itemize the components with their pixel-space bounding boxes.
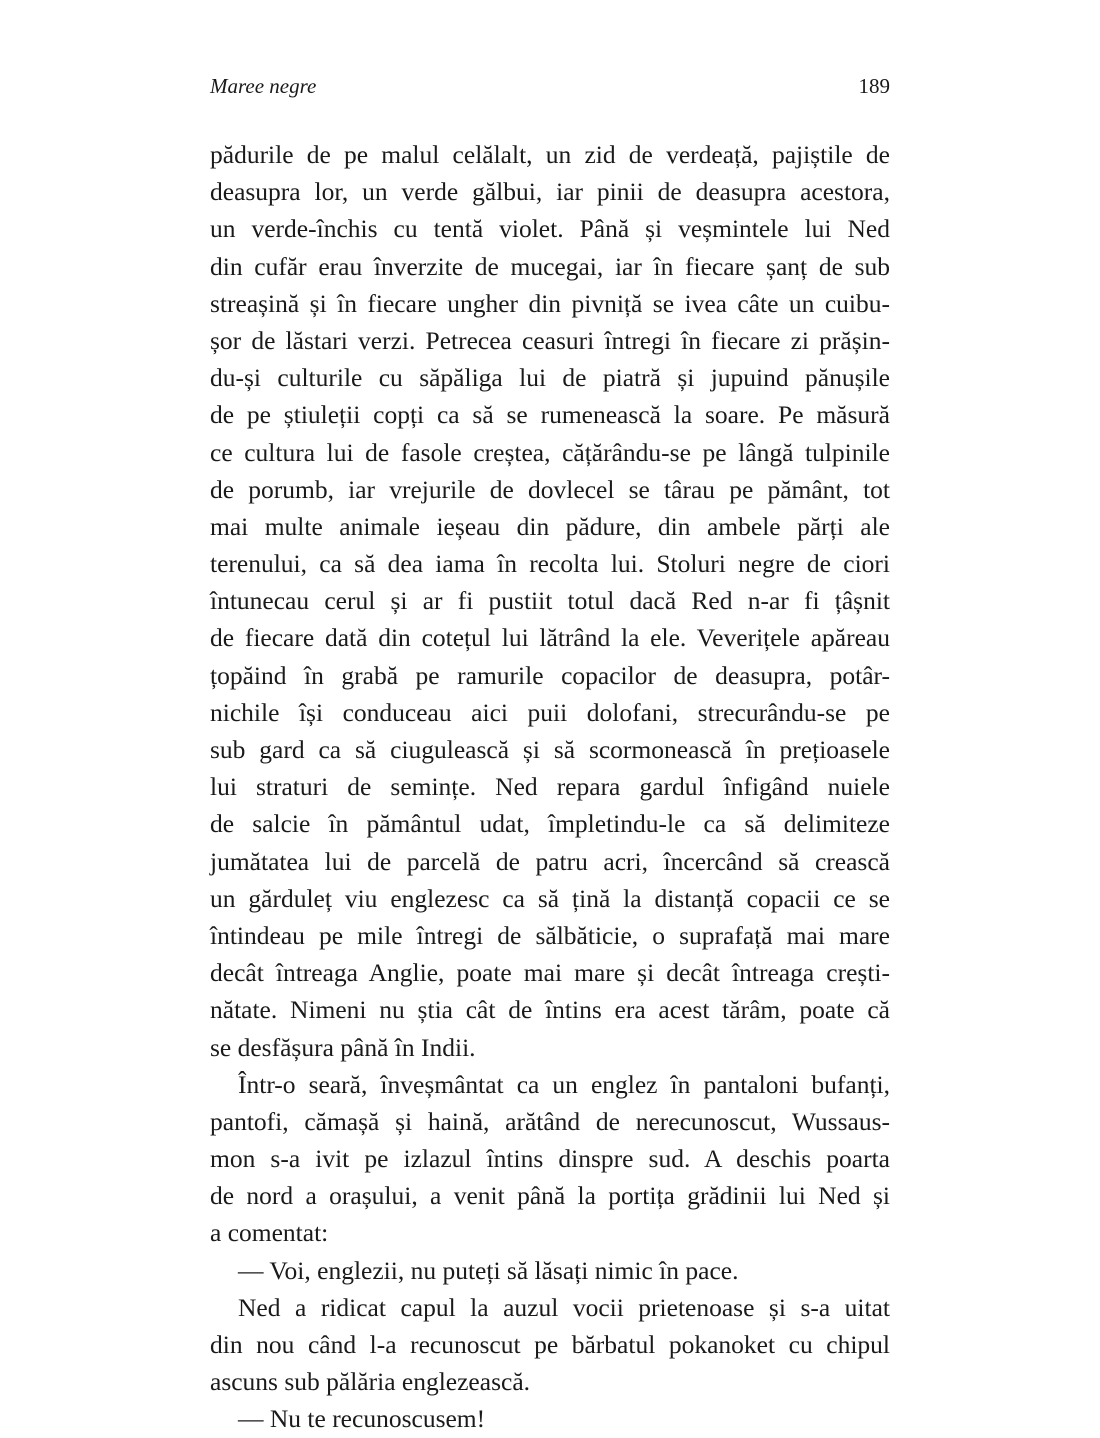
text-line: mai multe animale ieșeau din pădure, din ambele părți ale xyxy=(210,511,890,541)
text-line: du-și culturile cu săpăliga lui de piatră și jupuind pănușile xyxy=(210,363,890,393)
text-line: nichile își conduceau aici puii dolofani, strecurându-se pe xyxy=(210,697,890,727)
running-title: Maree negre xyxy=(210,74,317,98)
text-line: — Nu te recunoscusem! xyxy=(238,1404,486,1434)
text-line: întunecau cerul și ar fi pustiit totul dacă Red n-ar fi țâșnit xyxy=(210,586,890,616)
text-line: terenului, ca să dea iama în recolta lui. Stoluri negre de ciori xyxy=(210,549,890,579)
text-line: a comentat: xyxy=(210,1218,329,1248)
text-line: streașină și în fiecare ungher din pivniță se ivea câte un cuibu- xyxy=(210,288,890,318)
text-line: țopăind în grabă pe ramurile copacilor de deasupra, potâr- xyxy=(210,660,890,690)
text-line: — Voi, englezii, nu puteți să lăsați nimic în pace. xyxy=(238,1255,739,1285)
text-line: un gărduleț viu englezesc ca să țină la distanță copacii ce se xyxy=(210,883,890,913)
text-line: deasupra lor, un verde gălbui, iar pinii de deasupra acestora, xyxy=(210,177,890,207)
text-line: nătate. Nimeni nu știa cât de întins era acest tărâm, poate că xyxy=(210,995,890,1025)
text-line: un verde-închis cu tentă violet. Până și veșmintele lui Ned xyxy=(210,214,890,244)
text-line: lui straturi de semințe. Ned repara gardul înfigând nuiele xyxy=(210,772,890,802)
text-line: jumătatea lui de parcelă de patru acri, încercând să crească xyxy=(210,846,890,876)
text-line: sub gard ca să ciugulească și să scormonească în prețioasele xyxy=(210,735,890,764)
text-line: pădurile de pe malul celălalt, un zid de verdeață, pajiștile de xyxy=(210,140,890,169)
text-line: de fiecare dată din cotețul lui lătrând la ele. Veverițele apăreau xyxy=(210,623,890,653)
text-line: pantofi, cămașă și haină, arătând de nerecunoscut, Wussaus- xyxy=(210,1106,890,1136)
text-line: ce cultura lui de fasole creștea, cățărându-se pe lângă tulpinile xyxy=(210,437,890,467)
text-line: de nord a orașului, a venit până la portița grădinii lui Ned și xyxy=(210,1181,890,1211)
page-header xyxy=(210,74,890,104)
text-line: din nou când l-a recunoscut pe bărbatul pokanoket cu chipul xyxy=(210,1330,890,1359)
text-line: mon s-a ivit pe izlazul întins dinspre sud. A deschis poarta xyxy=(210,1144,890,1174)
text-line: de porumb, iar vrejurile de dovlecel se târau pe pământ, tot xyxy=(210,474,890,504)
text-line: Într-o seară, înveșmântat ca un englez în pantaloni bufanți, xyxy=(238,1069,890,1099)
text-line: din cufăr erau înverzite de mucegai, iar în fiecare șanț de sub xyxy=(210,251,890,281)
text-line: decât întreaga Anglie, poate mai mare și decât întreaga crești- xyxy=(210,958,890,988)
text-line: se desfășura până în Indii. xyxy=(210,1032,476,1062)
text-line: ascuns sub pălăria englezească. xyxy=(210,1367,531,1397)
page-number: 189 xyxy=(858,74,890,98)
text-line: Ned a ridicat capul la auzul vocii prietenoase și s-a uitat xyxy=(238,1292,890,1322)
text-line: întindeau pe mile întregi de sălbăticie, o suprafață mai mare xyxy=(210,920,890,950)
text-line: șor de lăstari verzi. Petrecea ceasuri întregi în fiecare zi prășin- xyxy=(210,325,890,355)
text-line: de pe știuleții copți ca să se rumenească la soare. Pe măsură xyxy=(210,400,890,430)
body-text xyxy=(210,136,890,1438)
text-line: de salcie în pământul udat, împletindu-le ca să delimiteze xyxy=(210,809,890,839)
